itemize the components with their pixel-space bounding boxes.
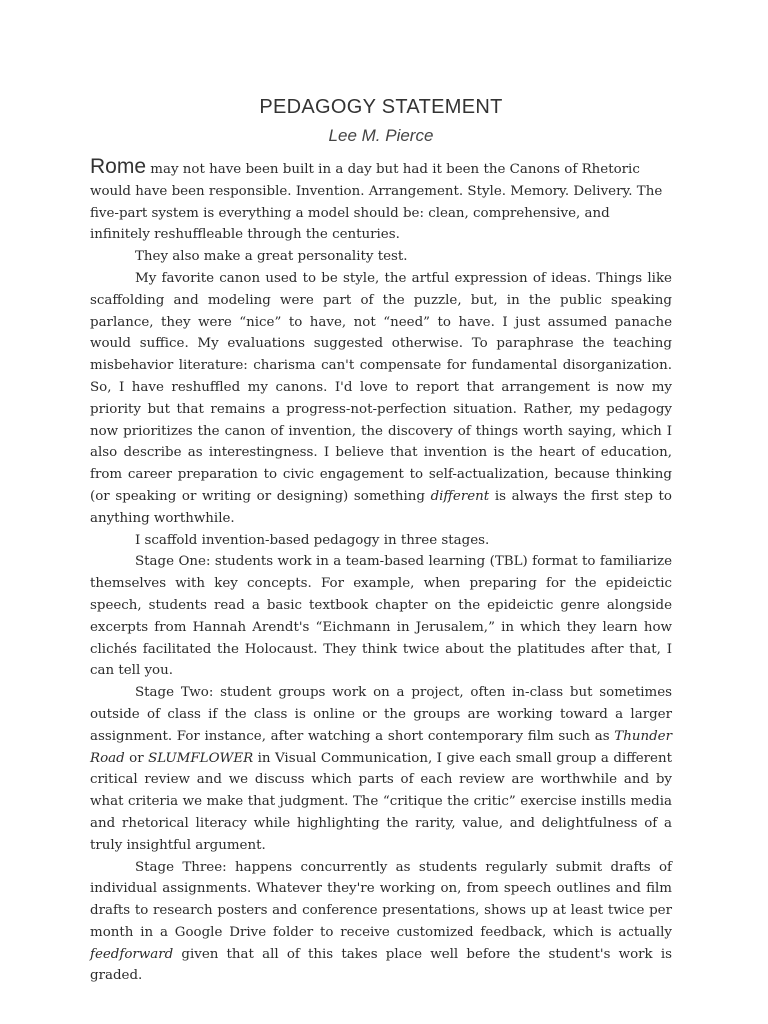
paragraph-favorite-canon (90, 268, 672, 530)
paragraph-text: is always the first step to anything worthwhile. (90, 488, 672, 526)
paragraph-text: They also make a great personality test. (135, 249, 408, 265)
paragraph-stage-one (90, 551, 672, 682)
paragraph-text: given that all of this takes place well before the student's work is graded. (90, 946, 672, 984)
paragraph-text: may not have been built in a day but had it been the Canons of Rhetoric would have been responsible. Invention. Arrangement. Style. Memory. Delivery. The five-part system is everything a model should be: clean, comprehensive, and infinitely reshuffleable through the centuries. (90, 162, 663, 243)
paragraph-text: I scaffold invention-based pedagogy in three stages. (135, 532, 490, 548)
paragraph-text: in Visual Communication, I give each small group a different critical review and we discuss which parts of each review are worthwhile and by what criteria we make that judgment. The “critique the critic” exercise instills media and rhetorical literacy while highlighting the rarity, value, and delightfulness of a truly insightful argument. (90, 750, 672, 853)
author-name: Lee M. Pierce (328, 126, 434, 145)
lead-word: Rome (90, 155, 147, 178)
paragraph-text: Stage Two: student groups work on a project, often in-class but sometimes outside of class if the class is online or the groups are working toward a larger assignment. For instance, after watching a short contemporary film such as (90, 685, 672, 744)
film-title-thunder-road: Thunder Road (90, 728, 672, 766)
document-title: PEDAGOGY STATEMENT (259, 96, 503, 118)
paragraph-text: Stage Three: happens concurrently as students regularly submit drafts of individual assignments. Whatever they're working on, from speech outlines and film drafts to research posters and conference presentations, shows up at least twice per month in a Google Drive folder to receive customized feedback, which is actually (90, 859, 672, 940)
paragraph-stage-two (90, 682, 672, 856)
document-page (90, 86, 672, 987)
paragraph-text: Stage One: students work in a team-based learning (TBL) format to familiarize themselves with key concepts. For example, when preparing for the epideictic speech, students read a basic textbook chapter on the epideictic genre alongside excerpts from Hannah Arendt's “Eichmann in Jerusalem,” in which they learn how clichés facilitated the Holocaust. They think twice about the platitudes after that, I can tell you. (90, 554, 672, 679)
paragraph-stage-three (90, 857, 672, 988)
film-title-slumflower: SLUMFLOWER (148, 750, 254, 766)
paragraph-text: My favorite canon used to be style, the artful expression of ideas. Things like scaffolding and modeling were part of the puzzle, but, in the public speaking parlance, they were “nice” to have, not “need” to have. I just assumed panache would suffice. My evaluations suggested otherwise. To paraphrase the teaching misbehavior literature: charisma can't compensate for fundamental disorganization. So, I have reshuffled my canons. I'd love to report that arrangement is now my priority but that remains a progress-not-perfection situation. Rather, my pedagogy now prioritizes the canon of invention, the discovery of things worth saying, which I also describe as interestingness. I believe that invention is the heart of education, from career preparation to civic engagement to self-actualization, because thinking (or speaking or writing or designing) something (90, 270, 672, 504)
paragraph-intro (90, 155, 672, 246)
paragraph-personality (90, 246, 672, 268)
paragraph-text: or (124, 750, 149, 766)
emphasis-text: feedforward (90, 946, 174, 962)
emphasis-text: different (430, 488, 490, 504)
document-body (90, 155, 672, 987)
paragraph-three-stages (90, 530, 672, 552)
